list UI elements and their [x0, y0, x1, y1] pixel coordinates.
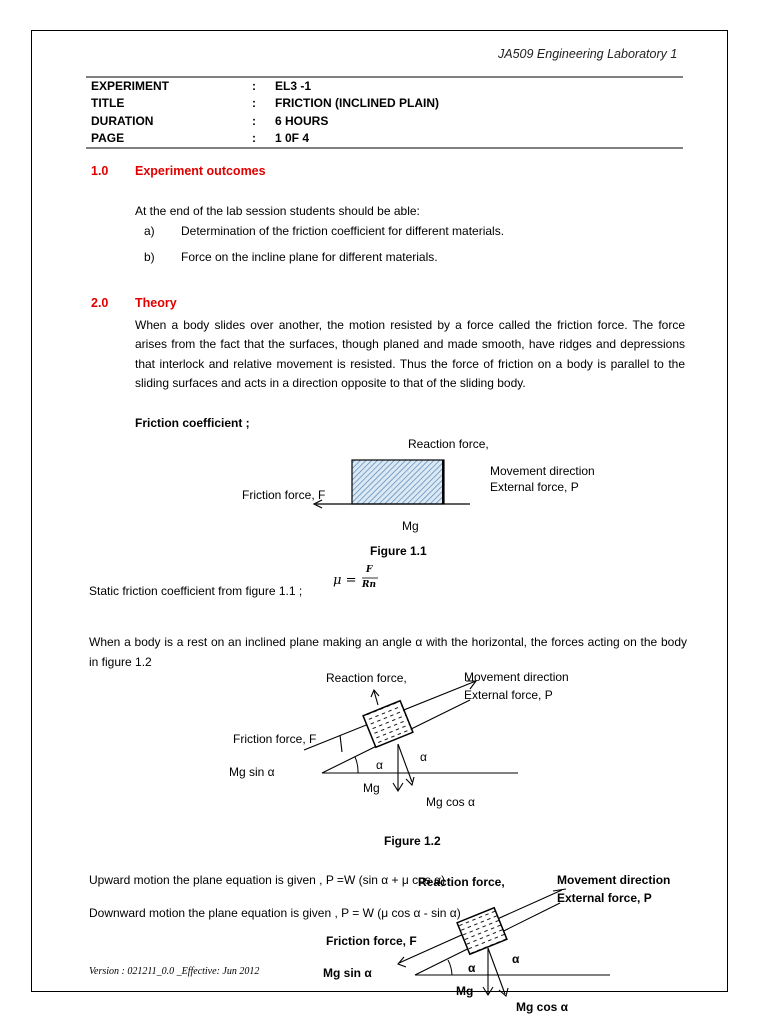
- mg-cos-label: Mg cos α: [516, 1000, 569, 1014]
- alpha-label: α: [420, 750, 427, 764]
- mg-label: Mg: [402, 519, 419, 533]
- friction-force-label: Friction force, F: [326, 934, 417, 948]
- meta-sep: :: [252, 79, 256, 93]
- mg-label: Mg: [456, 984, 474, 998]
- footer-version: Version : 021211_0.0 _Effective: Jun 2012: [89, 966, 260, 977]
- reaction-force-label: Reaction force,: [408, 437, 489, 451]
- outcomes-intro: At the end of the lab session students should be able:: [135, 204, 420, 218]
- meta-value: EL3 -1: [275, 79, 312, 93]
- external-force-label: External force, P: [490, 480, 579, 494]
- movement-direction-label: Movement direction: [464, 670, 569, 684]
- mg-sin-label: Mg sin α: [229, 765, 275, 779]
- friction-force-label: Friction force, F: [233, 732, 317, 746]
- friction-force-label: Friction force, F: [242, 488, 326, 502]
- header-title: JA509 Engineering Laboratory 1: [498, 47, 678, 61]
- friction-coefficient-label: Friction coefficient ;: [135, 416, 250, 430]
- meta-value: 1 0F 4: [275, 131, 310, 145]
- section-number: 1.0: [91, 164, 109, 178]
- movement-direction-label: Movement direction: [490, 464, 595, 478]
- downward-equation: Downward motion the plane equation is given , P = W (μ cos α - sin α): [89, 906, 461, 920]
- meta-value: FRICTION (INCLINED PLAIN): [275, 96, 439, 110]
- list-marker: b): [144, 250, 155, 264]
- meta-label: DURATION: [91, 114, 154, 128]
- alpha-label: α: [512, 952, 520, 966]
- mu-symbol: μ =: [333, 573, 357, 588]
- meta-sep: :: [252, 96, 256, 110]
- mg-cos-label: Mg cos α: [426, 795, 475, 809]
- upward-equation: Upward motion the plane equation is given , P =W (sin α + μ cos α): [89, 873, 446, 887]
- external-force-label: External force, P: [557, 891, 652, 905]
- meta-label: EXPERIMENT: [91, 79, 170, 93]
- alpha-label: α: [376, 758, 383, 772]
- movement-direction-label: Movement direction: [557, 873, 671, 887]
- section-number: 2.0: [91, 296, 109, 310]
- inclined-plane-text: When a body is a rest on an inclined plane making an angle α with the horizontal, the forces acting on the body in figure 1.2: [89, 635, 687, 669]
- section-title: Theory: [135, 296, 177, 310]
- meta-sep: :: [252, 114, 256, 128]
- mg-label: Mg: [363, 781, 380, 795]
- mg-sin-label: Mg sin α: [323, 966, 372, 980]
- list-marker: a): [144, 224, 155, 238]
- static-friction-text: Static friction coefficient from figure 1.1 ;: [89, 584, 303, 598]
- reaction-force-label: Reaction force,: [418, 875, 505, 889]
- meta-value: 6 HOURS: [275, 114, 329, 128]
- reaction-force-label: Reaction force,: [326, 671, 407, 685]
- meta-sep: :: [252, 131, 256, 145]
- formula-denominator: Rn: [362, 580, 377, 590]
- list-item: Force on the incline plane for different materials.: [181, 250, 438, 264]
- external-force-label: External force, P: [464, 688, 553, 702]
- formula-numerator: F: [366, 565, 373, 575]
- meta-label: PAGE: [91, 131, 125, 145]
- figure-caption: Figure 1.2: [384, 834, 441, 848]
- section-title: Experiment outcomes: [135, 164, 266, 178]
- figure-caption: Figure 1.1: [370, 544, 427, 558]
- meta-label: TITLE: [91, 96, 125, 110]
- theory-paragraph: When a body slides over another, the motion resisted by a force called the friction force. The force arises from the fact that the surfaces, though planed and made smooth, have ridges and depressions that interlock and relative movement is resisted. Thus the force of friction on a body is parallel to the sliding surfaces and acts in a direction opposite to that of the sliding body.: [135, 318, 685, 390]
- list-item: Determination of the friction coefficient for different materials.: [181, 224, 505, 238]
- alpha-label: α: [468, 961, 476, 975]
